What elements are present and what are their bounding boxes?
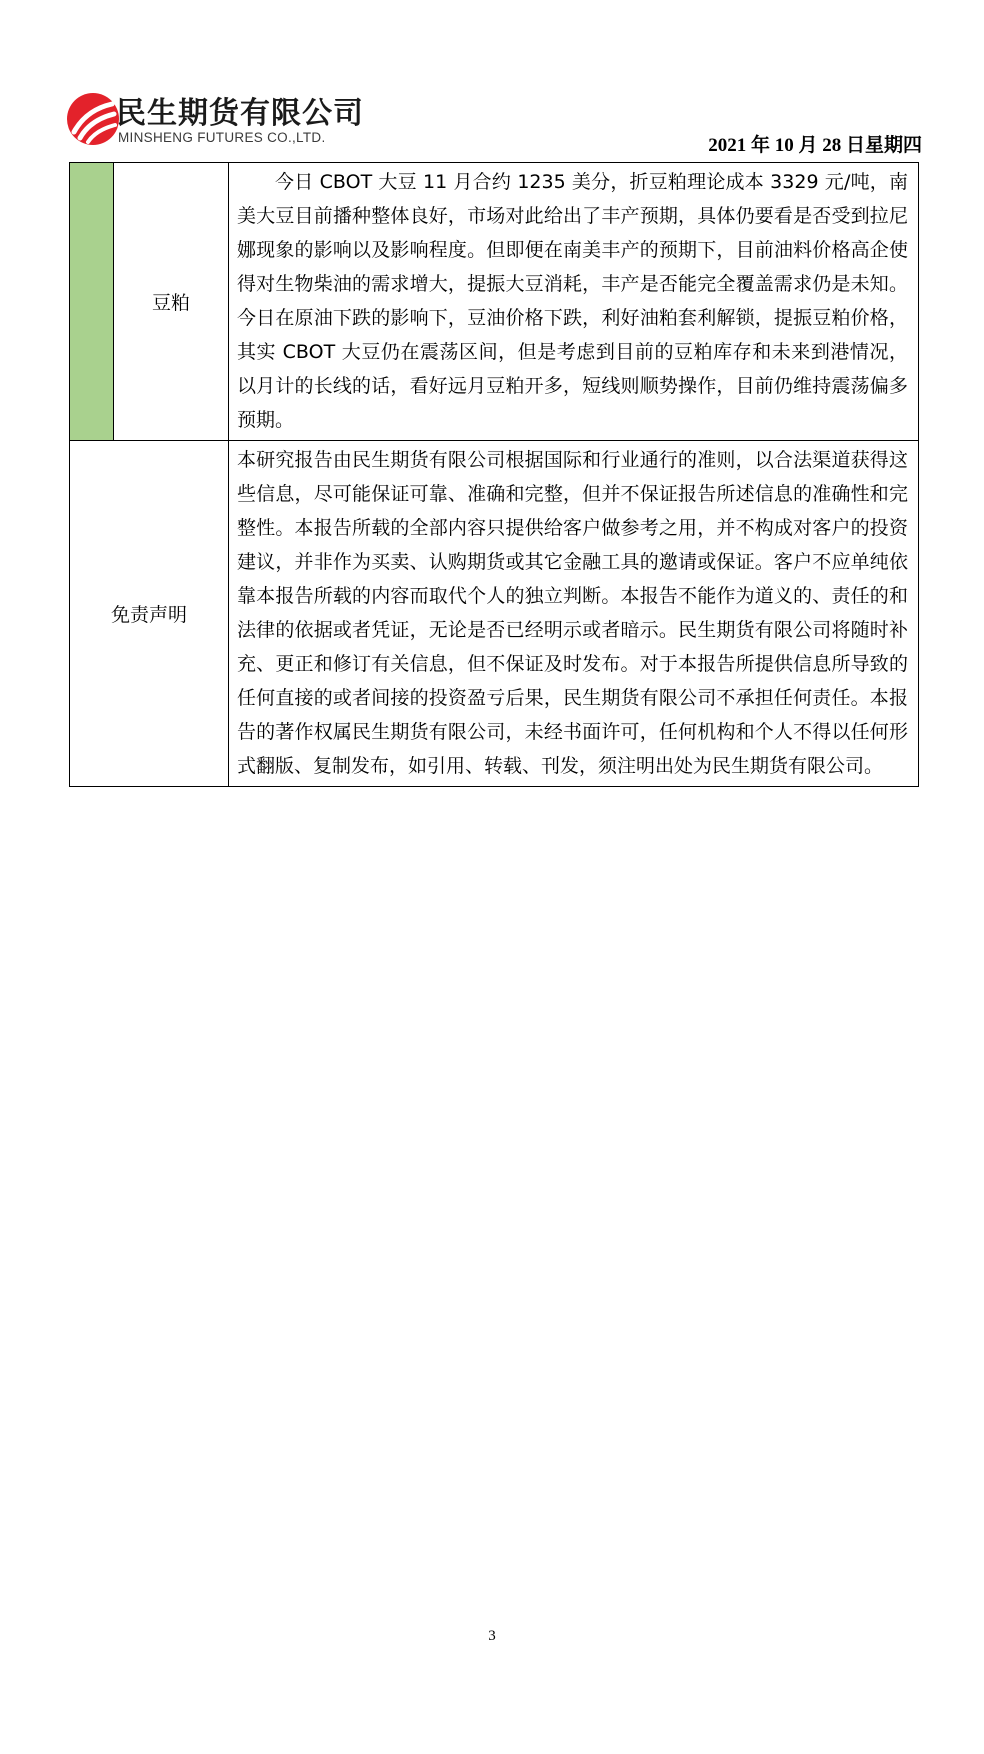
disclaimer-label: 免责声明 [70,441,229,787]
company-logo [66,90,366,152]
category-color-cell [70,163,114,441]
table-row-soymeal [70,163,919,441]
table-row-disclaimer [70,441,919,787]
disclaimer-text: 本研究报告由民生期货有限公司根据国际和行业通行的准则，以合法渠道获得这些信息，尽可能保证可靠、准确和完整，但并不保证报告所述信息的准确性和完整性。本报告所载的全部内容只提供给客户做参考之用，并不构成对客户的投资建议，并非作为买卖、认购期货或其它金融工具的邀请或保证。客户不应单纯依靠本报告所载的内容而取代个人的独立判断。本报告不能作为道义的、责任的和法律的依据或者凭证，无论是否已经明示或者暗示。民生期货有限公司将随时补充、更正和修订有关信息，但不保证及时发布。对于本报告所提供信息所导致的任何直接的或者间接的投资盈亏后果，民生期货有限公司不承担任何责任。本报告的著作权属民生期货有限公司，未经书面许可，任何机构和个人不得以任何形式翻版、复制发布，如引用、转载、刊发，须注明出处为民生期货有限公司。 [229,441,919,787]
page-number: 3 [488,1628,496,1644]
minsheng-logo-icon [66,92,120,146]
commodity-analysis-text: 今日 CBOT 大豆 11 月合约 1235 美分，折豆粕理论成本 3329 元/吨，南美大豆目前播种整体良好，市场对此给出了丰产预期，具体仍要看是否受到拉尼娜现象的影响以及影响程度。但即便在南美丰产的预期下，目前油料价格高企使得对生物柴油的需求增大，提振大豆消耗，丰产是否能完全覆盖需求仍是未知。今日在原油下跌的影响下，豆油价格下跌，利好油粕套利解锁，提振豆粕价格，其实 CBOT 大豆仍在震荡区间，但是考虑到目前的豆粕库存和未来到港情况，以月计的长线的话，看好远月豆粕开多，短线则顺势操作，目前仍维持震荡偏多预期。 [229,163,919,441]
report-date: 2021 年 10 月 28 日星期四 [708,135,922,156]
report-table [69,162,919,787]
logo-chinese-name: 民生期货有限公司 [116,96,364,131]
commodity-label: 豆粕 [114,163,229,441]
logo-english-name: MINSHENG FUTURES CO.,LTD. [118,130,326,145]
